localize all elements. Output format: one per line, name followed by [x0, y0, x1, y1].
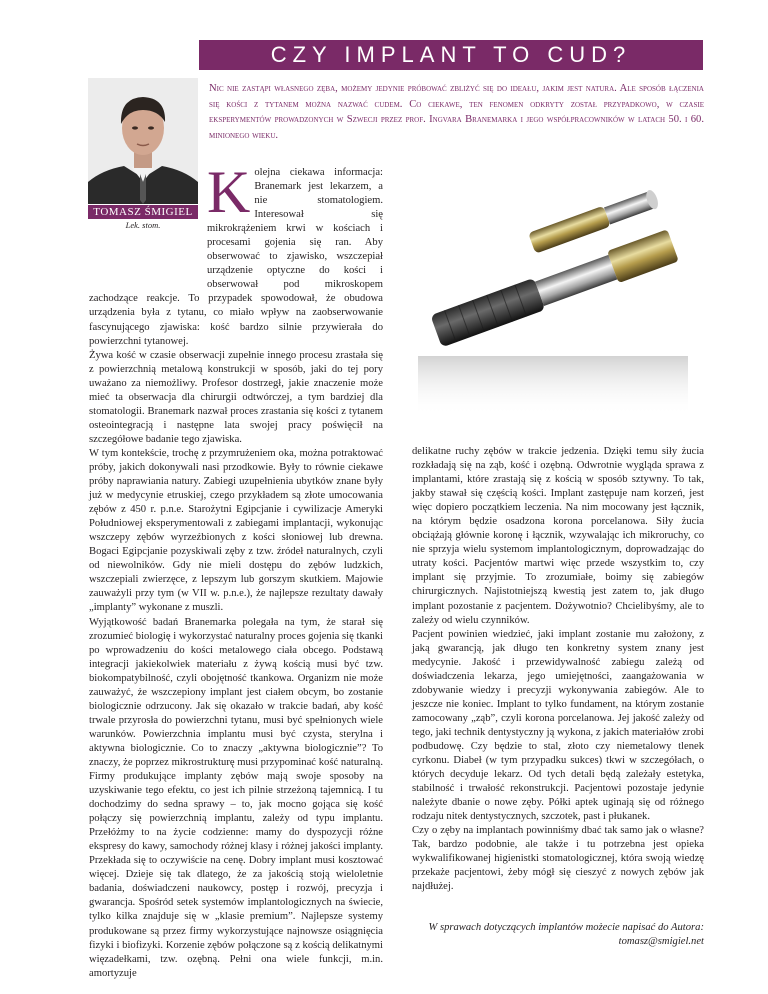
paragraph: W tym kontekście, trochę z przymrużeniem oka, można potraktować próby, jakich dokonywali nasi przodkowie. Były to równie ciekawe próby naprawiania natury. Zabiegi uzupełnienia ubytków znane były już w medycynie etruskiej, czego przykładem są złote umocowania zębów z 450 r. p.n.e. Starożytni Egipcjanie i cywilizacje Ameryki Południowej eksperymentowali z zabiegami implantacji, wykonując wszczepy zębów wyrzeźbionych z kości słoniowej lub drewna. Bogaci Egipcjanie pozyskiwali zęby z tzw. źródeł naturalnych, czyli od niewolników. Gdy nie mieli dostępu do zębów ludzkich, wszczepiali zwierzęce, z lepszym lub gorszym skutkiem. Majowie zauważyli przy tym (w VII w. p.n.e.), że najlepsze rezultaty dawały „implanty” wykonane z muszli.	[89, 447, 383, 614]
header-bar	[199, 40, 703, 70]
author-name: TOMASZ ŚMIGIEL	[88, 205, 198, 219]
article-right-column	[412, 445, 704, 949]
author-contact: W sprawach dotyczących implantów możecie napisać do Autora: tomasz@smigiel.net	[428, 921, 704, 947]
paragraph: Pacjent powinien wiedzieć, jaki implant zostanie mu założony, z jaką gwarancją, jak długo ten konkretny system znany jest medycynie. Jakość i przewidywalność zabiegu zależą od doświadczenia lekarza, jego umiejętności, zaangażowania w zdobywanie wiedzy i precyzji wykonywania zabiegów. Ale to jeszcze nie koniec. Implant to tylko fundament, na którym zostanie zamocowany „ząb”, czyli korona porcelanowa. Jej jakość zależy od tego, jaki technik dentystyczny ją wykona, z jakich materiałów zrobi podbudowę. Czy będzie to stal, złoto czy niemetalowy tlenek cyrkonu. Diabeł (w tym przypadku sukces) tkwi w szczegółach, o których decyduje lekarz. Od tych detali będą zależały estetyka, stabilność i trwałość rekonstrukcji. Pacjentowi pozostaje jedynie należyte dbanie o nowe zęby. Półki aptek uginają się od różnego rodzaju nitek dentystycznych, szczotek, past i płukanek.	[412, 628, 704, 823]
page-title: CZY IMPLANT TO CUD?	[270, 42, 632, 67]
paragraph: olejna ciekawa informacja: Branemark jest lekarzem, a nie stomatologiem. Interesował się mikrokrążeniem krwi w kościach i procesami gojenia się ran. Aby obserwować to zjawisko, wszczepiał urządzenie optyczne do kości i obserwował pod mikroskopem zachodzące reakcje. To przypadek spowodował, że obudowa urządzenia była z tytanu, co miało wpływ na zaobserwowanie fascynującego zjawiska: kość bardzo silnie przywierała do powierzchni tytanowej.	[89, 167, 383, 347]
paragraph: Czy o zęby na implantach powinniśmy dbać tak samo jak o własne? Tak, bardzo podobnie, ale także i tu potrzebna jest opieka wykwalifikowanej higienistki stomatologicznej, która swoją wiedzę przekaże pacjentowi, żeby mógł się cieszyć z nowych zębów jak najdłużej.	[412, 825, 704, 893]
lead-paragraph: Nic nie zastąpi własnego zęba, możemy jedynie próbować zbliżyć się do ideału, jakim jest natura. Ale sposób łączenia się kości z tytanem można nazwać cudem. Co ciekawe, ten fenomen odkryty został przypadkowo, w czasie eksperymentów prowadzonych w Szwecji przez prof. Ingvara Branemarka i jego współpracowników w latach 50. i 60. minionego wieku.	[209, 83, 704, 141]
article-left-column	[89, 159, 383, 981]
implant-photo	[398, 166, 704, 433]
paragraph: delikatne ruchy zębów w trakcie jedzenia. Dzięki temu siły żucia rozkładają się na ząb, kość i ozębną. Odwrotnie wygląda sprawa z implantami, które zrastają się z kością w sposób sztywny. To tak, jakby stawał się częścią kości. Implant zastępuje nam korzeń, jest więc dopiero początkiem leczenia. Na nim mocowany jest łącznik, na którym będzie osadzona korona porcelanowa. Siły żucia obciążają głównie koronę i łącznik, wzywalając ich mikroruchy, co nie sprzyja wielu systemom implantologicznym, doprowadzając do utraty kości. Pacjentów martwi więc przede wszystkim to, czy implant się przyjmie. To zrozumiałe, boimy się zabiegów chirurgicznych. Najistotniejszą kwestią jest zatem to, jak długo implant pozostanie z pacjentem. Dożywotnio? Chcielibyśmy, ale to zależy od wielu czynników.	[412, 446, 704, 626]
paragraph: Żywa kość w czasie obserwacji zupełnie innego procesu zrastała się z powierzchnią metalową konstrukcji w sposób, jaki do tej pory uważano za niemożliwy. Profesor dostrzegł, jakie znaczenie może mieć ta obserwacja dla chirurgii odtwórczej, a tym bardziej dla stomatologii. Branemark nazwał proces zrastania się kości z tytanem osteointegracją i następne lata swojej pracy poświęcił na szczegółowe badanie tego zjawiska.	[89, 349, 383, 445]
author-title: Lek. stom.	[125, 220, 161, 230]
drop-cap: K	[207, 159, 251, 225]
paragraph: Wyjątkowość badań Branemarka polegała na tym, że starał się zrozumieć biologię i wykorzystać naturalny proces gojenia się tkanki po wprowadzeniu do kości metalowego ciała obcego. Podstawą integracji jakiekolwiek materiału z żywą kością musi być tzw. biokompatybilność, czyli obojętność tkankowa. Organizm nie może zauważyć, że wszczepiony implant jest ciałem obcym, bo zostanie biologicznie odrzucony. Jak się okazało w trakcie badań, aby kość trwale przyrosła do powierzchni tytanu, musi być spełnionych wiele warunków. Powierzchnia implantu musi być czysta, sterylna i aktywna biologicznie. Co to znaczy „aktywna biologicznie”? To znaczy, że poprzez mikrostrukturę musi przypominać kość naturalną. Firmy produkujące implanty zębów mają swoje sposoby na uzyskiwanie tego efektu, co jest ich pilnie strzeżoną tajemnicą. I tu dochodzimy do sedna sprawy – to, jak mocno gojąca się kość połączy się powierzchnią implantu, zależy od typu implantu. Przełóżmy to na życie codzienne: mamy do dyspozycji różne ekspresy do kawy, samochody różnej klasy i różnej jakości implanty. Przekłada się to oczywiście na cenę. Dobry implant musi kosztować więcej. Dzieje się tak dlatego, że za jakością stoją wieloletnie badania, doświadczeni naukowcy, postęp i rozwój, precyzja i gwarancja. Spośród setek systemów implantologicznych na świecie, tylko kilka znajduje się w „klasie premium”. Najlepsze systemy produkowane są przez firmy wykorzystujące najnowsze osiągnięcia fizyki i biofizyki. Korzenie zębów połączone są z kością delikatnymi więzadełkami, tzw. ozębną. Pełni ona wiele funkcji, m.in. amortyzuje	[89, 616, 383, 979]
